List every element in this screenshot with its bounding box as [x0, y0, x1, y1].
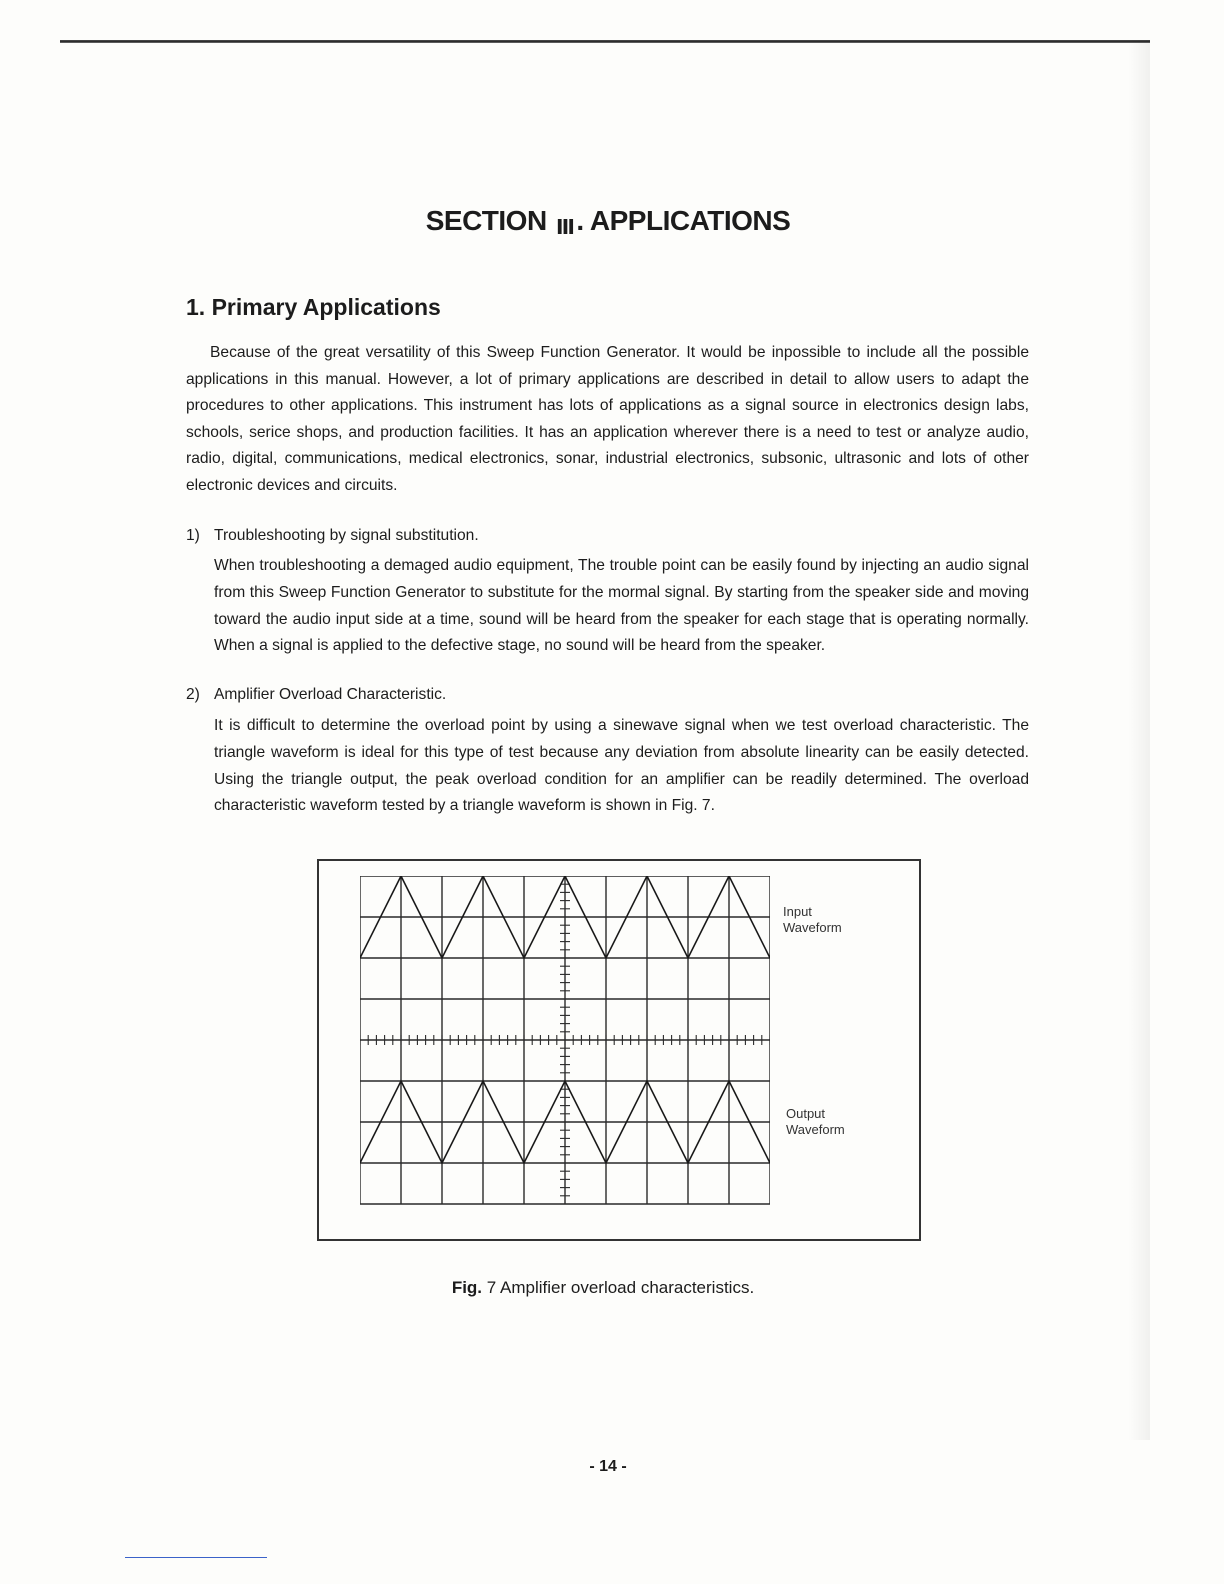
- caption-prefix: Fig.: [451, 1278, 483, 1297]
- figure-caption: [0, 1278, 1206, 1298]
- output-label-line2: Waveform: [786, 1122, 845, 1137]
- primary-applications-heading: 1. Primary Applications: [186, 294, 441, 320]
- oscilloscope-graticule: [360, 876, 770, 1208]
- item-2-heading: [186, 686, 446, 704]
- input-label-line2: Waveform: [783, 920, 842, 935]
- item-2-body: It is difficult to determine the overload point by using a sinewave signal when we test overload characteristic. The triangle waveform is ideal for this type of test because any deviation from absolute linearity can be easily detected. Using the triangle output, the peak overload condition for an amplifier can be readily determined. The overload characteristic waveform tested by a triangle waveform is shown in Fig. 7.: [214, 717, 1029, 815]
- section-title: [0, 205, 1216, 240]
- output-waveform-label: [786, 1106, 845, 1138]
- item-1-body: When troubleshooting a demaged audio equipment, The trouble point can be easily found by injecting an audio signal from this Sweep Function Generator to substitute for the mormal signal. By starting from the speaker side and moving toward the audio input side at a time, sound will be heard from the speaker for each stage that is operating normally. When a signal is applied to the defective stage, no sound will be heard from the speaker.: [214, 557, 1029, 655]
- input-waveform-label: [783, 904, 842, 936]
- top-rule: [60, 40, 1150, 43]
- item-1-title: Troubleshooting by signal substitution.: [214, 527, 479, 544]
- item-1-number: 1): [186, 527, 200, 544]
- caption-text: Amplifier overload characteristics.: [500, 1278, 755, 1297]
- page-edge-shadow: [1128, 40, 1150, 1440]
- bottom-link-underline: [125, 1557, 267, 1558]
- section-suffix: . APPLICATIONS: [576, 205, 791, 236]
- item-2-number: 2): [186, 686, 200, 703]
- section-prefix: SECTION: [425, 205, 547, 236]
- section-numeral: Ⅲ: [555, 217, 575, 239]
- intro-paragraph: Because of the great versatility of this Sweep Function Generator. It would be inpossible to include all the possible applications in this manual. However, a lot of primary applications are described in detail to allow users to adapt the procedures to other applications. This instrument has lots of applications as a signal source in electronics design labs, schools, serice shops, and production facilities. It has an application wherever there is a need to test or analyze audio, radio, digital, communications, medical electronics, sonar, industrial electronics, subsonic, ultrasonic and lots of other electronic devices and circuits.: [186, 344, 1029, 494]
- page-number: - 14 -: [589, 1458, 627, 1475]
- output-label-line1: Output: [786, 1106, 826, 1121]
- caption-number: 7: [486, 1278, 497, 1297]
- item-1-heading: [186, 527, 479, 545]
- input-label-line1: Input: [783, 904, 812, 919]
- item-2-title: Amplifier Overload Characteristic.: [214, 686, 447, 703]
